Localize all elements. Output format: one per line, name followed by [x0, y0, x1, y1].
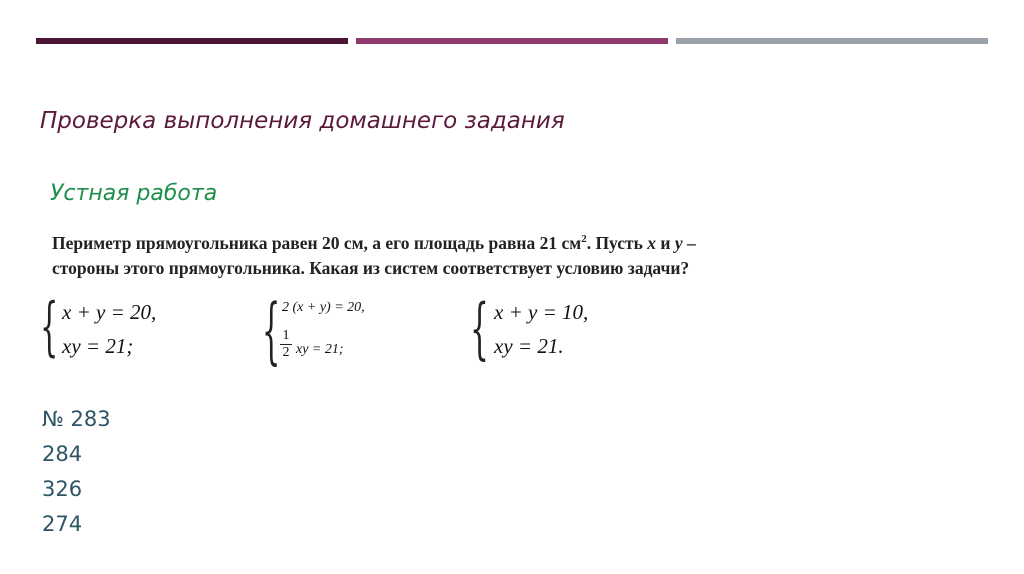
- system-1-equation-2: xy = 21;: [62, 334, 134, 358]
- system-3-equation-1: x + y = 10,: [494, 300, 589, 324]
- page-title: Проверка выполнения домашнего задания: [40, 108, 565, 134]
- equation-system-1: [40, 290, 200, 376]
- system-2-fraction: [280, 328, 292, 361]
- task-number: 284: [42, 442, 83, 466]
- problem-and: и: [656, 233, 675, 253]
- system-3-equation-2: xy = 21.: [494, 334, 564, 358]
- header-bar-plum: [356, 38, 668, 44]
- header-bar-dark: [36, 38, 348, 44]
- task-number-list: [42, 402, 111, 542]
- problem-text: [52, 231, 852, 281]
- section-subtitle: Устная работа: [50, 181, 218, 206]
- variable-x: x: [647, 233, 657, 253]
- fraction-numerator: 1: [280, 328, 292, 345]
- fraction-denominator: 2: [282, 345, 290, 360]
- system-2-equation-2: xy = 21;: [296, 342, 344, 357]
- system-1-equation-1: x + y = 20,: [62, 300, 157, 324]
- equation-system-2: [262, 288, 422, 376]
- system-2-equation-1: 2 (x + y) = 20,: [282, 300, 365, 315]
- left-brace-icon: {: [262, 288, 281, 372]
- equation-system-3: [470, 290, 630, 376]
- problem-superscript: 2: [581, 233, 587, 246]
- header-bar-gray: [676, 38, 988, 44]
- task-number: 274: [42, 512, 83, 536]
- task-number: № 283: [42, 407, 111, 431]
- variable-y: y: [674, 233, 683, 253]
- task-number: 326: [42, 477, 83, 501]
- problem-line1-part-c: –: [682, 233, 696, 253]
- problem-line1-part-b: . Пусть: [586, 233, 648, 253]
- problem-line2: стороны этого прямоугольника. Какая из систем соответствует условию задачи?: [52, 258, 690, 278]
- left-brace-icon: {: [40, 290, 59, 364]
- problem-line1-part-a: Периметр прямоугольника равен 20 см, а его площадь равна 21 см: [52, 233, 582, 253]
- left-brace-icon: {: [470, 290, 489, 367]
